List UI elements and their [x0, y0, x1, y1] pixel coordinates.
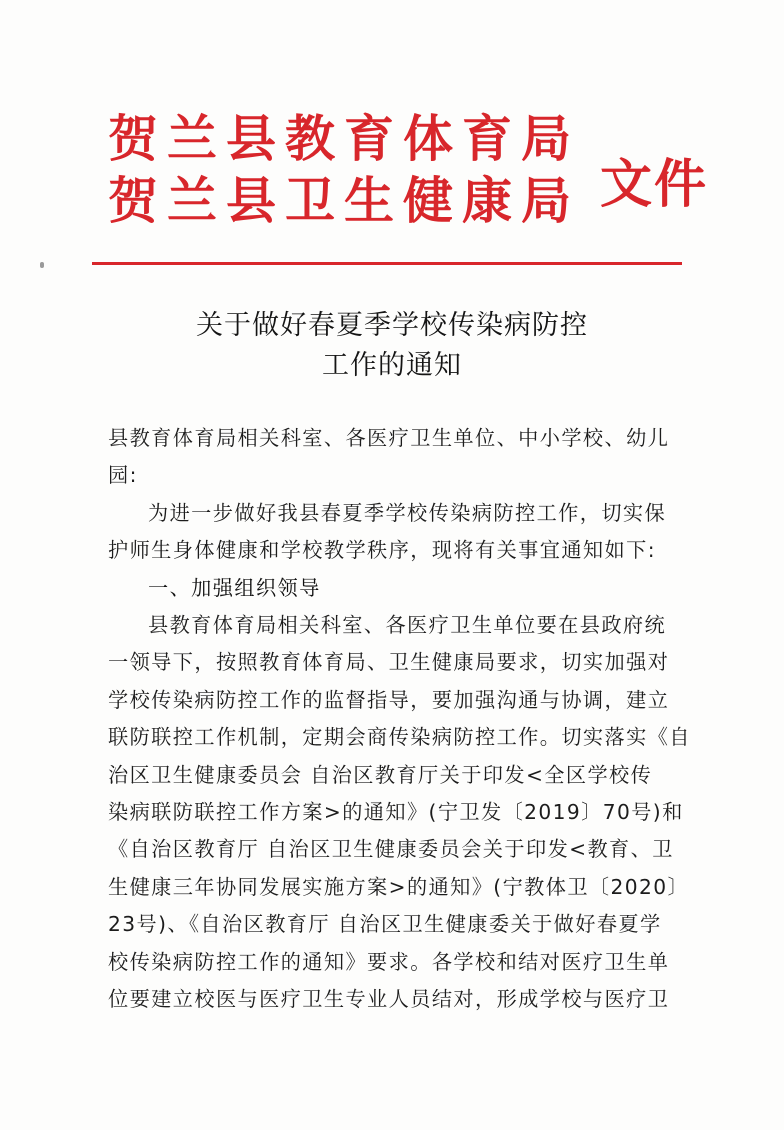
salutation-line: 园:: [108, 463, 138, 488]
document-title-line-1: 关于做好春夏季学校传染病防控: [196, 310, 588, 341]
salutation: [108, 420, 692, 495]
issuer-education-bureau: 贺兰县教育体育局: [108, 110, 580, 168]
paragraph-line: 治区卫生健康委员会 自治区教育厅关于印发<全区学校传: [108, 762, 653, 787]
document-type-label: 文件: [600, 155, 709, 215]
red-separator-line: [92, 262, 682, 265]
paragraph-line: 23号)、《自治区教育厅 自治区卫生健康委关于做好春夏学: [108, 912, 662, 937]
intro-line: 为进一步做好我县春夏季学校传染病防控工作，切实保: [148, 500, 667, 525]
red-masthead: [108, 108, 718, 248]
scan-mark: [40, 262, 44, 268]
intro-line: 护师生身体健康和学校教学秩序，现将有关事宜通知如下:: [108, 538, 656, 563]
issuer-health-bureau: 贺兰县卫生健康局: [108, 172, 580, 230]
document-body: [108, 420, 692, 1019]
paragraph-line: 县教育体育局相关科室、各医疗卫生单位要在县政府统: [148, 613, 667, 638]
paragraph-line: 生健康三年协同发展实施方案>的通知》(宁教体卫〔2020〕: [108, 874, 690, 899]
paragraph-line: 学校传染病防控工作的监督指导，要加强沟通与协调，建立: [108, 687, 670, 712]
intro-paragraph: [108, 495, 692, 570]
salutation-line: 县教育体育局相关科室、各医疗卫生单位、中小学校、幼儿: [108, 426, 670, 450]
document-title-line-2: 工作的通知: [322, 350, 462, 381]
paragraph-line: 位要建立校医与医疗卫生专业人员结对，形成学校与医疗卫: [108, 987, 670, 1012]
section-paragraph: [108, 607, 692, 1018]
paragraph-line: 联防联控工作机制，定期会商传染病防控工作。切实落实《自: [108, 725, 691, 750]
paragraph-line: 《自治区教育厅 自治区卫生健康委员会关于印发<教育、卫: [108, 837, 674, 862]
paragraph-line: 一领导下，按照教育体育局、卫生健康局要求，切实加强对: [108, 650, 670, 675]
paragraph-line: 染病联防联控工作方案>的通知》(宁卫发〔2019〕70号)和: [108, 800, 684, 825]
section-heading: 一、加强组织领导: [148, 575, 321, 600]
issuing-authorities: [108, 108, 588, 232]
paragraph-line: 校传染病防控工作的通知》要求。各学校和结对医疗卫生单: [108, 949, 670, 974]
